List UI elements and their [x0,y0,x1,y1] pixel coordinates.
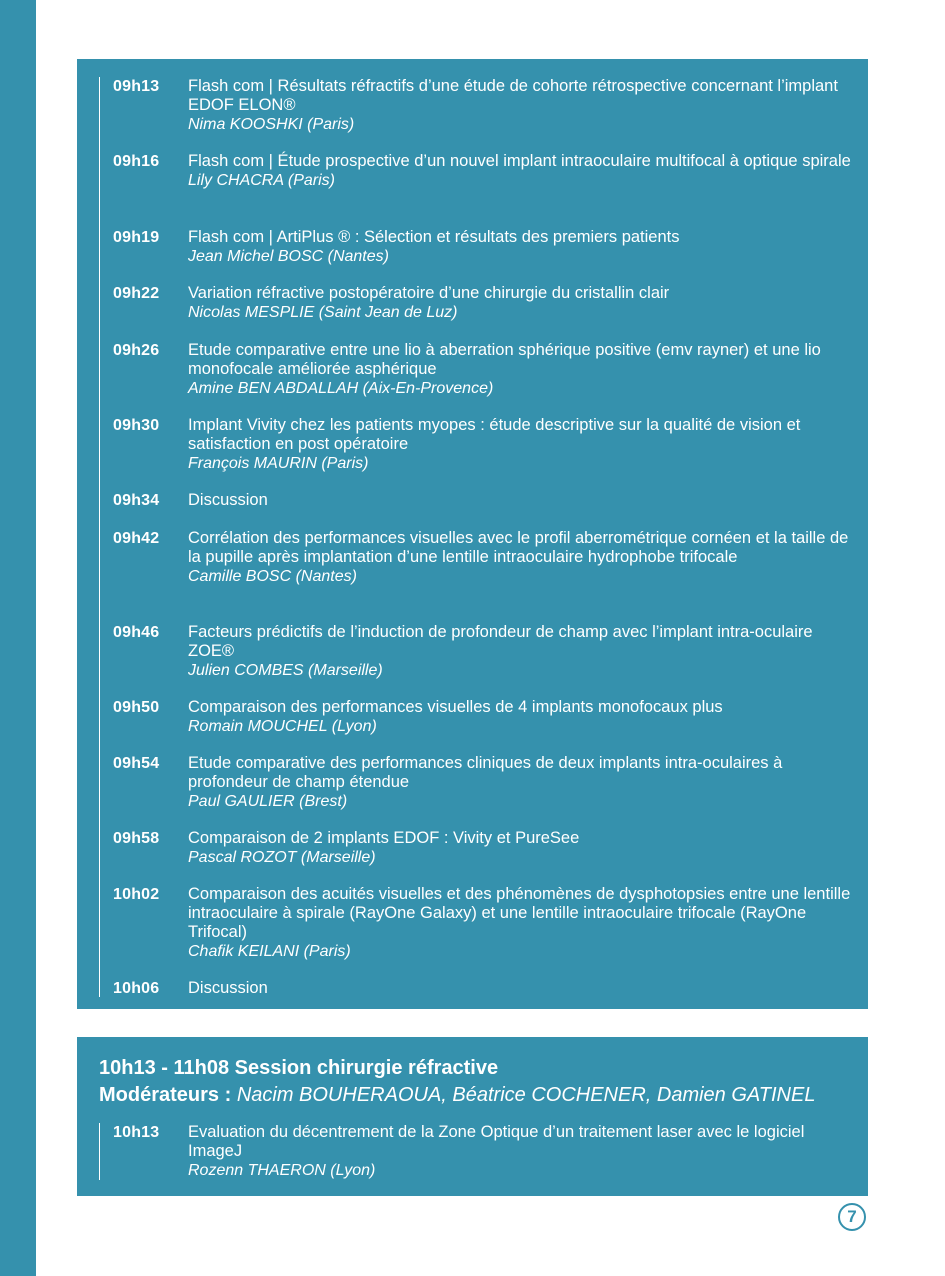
item-title: Discussion [188,491,268,509]
session-title: 10h13 - 11h08 Session chirurgie réfractive [99,1057,499,1079]
item-author: Julien COMBES (Marseille) [188,662,383,679]
item-time: 09h42 [113,530,160,547]
item-title: Comparaison des acuités visuelles et des phénomènes de dysphotopsies entre une lentille intraoculaire à spirale (RayOne Galaxy) et une lentille intraoculaire trifocale (RayOne Trifocal) [188,885,851,941]
item-title: Etude comparative entre une lio à aberration sphérique positive (emv rayner) et une lio monofocale améliorée asphérique [188,341,821,378]
item-author: Lily CHACRA (Paris) [188,172,335,189]
item-time: 09h22 [113,285,160,302]
item-author: Amine BEN ABDALLAH (Aix-En-Provence) [188,380,494,397]
item-author: Jean Michel BOSC (Nantes) [188,248,389,265]
item-title: Implant Vivity chez les patients myopes : étude descriptive sur la qualité de vision et satisfaction en post opératoire [188,416,801,453]
moderators-names: Nacim BOUHERAOUA, Béatrice COCHENER, Damien GATINEL [236,1084,816,1106]
item-title: Comparaison des performances visuelles de 4 implants monofocaux plus [188,698,723,716]
item-author: Nima KOOSHKI (Paris) [188,116,355,133]
item-time: 09h34 [113,492,160,509]
item-title: Flash com | Étude prospective d’un nouvel implant intraoculaire multifocal à optique spirale [188,152,851,170]
item-time: 10h13 [113,1124,160,1141]
item-title: Discussion [188,979,268,997]
item-author: Nicolas MESPLIE (Saint Jean de Luz) [188,304,458,321]
item-title: Facteurs prédictifs de l’induction de profondeur de champ avec l’implant intra-oculaire ZOE® [188,623,813,660]
item-author: Camille BOSC (Nantes) [188,568,357,585]
item-title: Flash com | ArtiPlus ® : Sélection et résultats des premiers patients [188,228,680,246]
item-author: François MAURIN (Paris) [188,455,369,472]
item-title: Comparaison de 2 implants EDOF : Vivity et PureSee [188,829,580,847]
page-number: 7 [838,1203,866,1231]
item-title: Variation réfractive postopératoire d’une chirurgie du cristallin clair [188,284,670,302]
item-time: 09h30 [113,417,160,434]
item-time: 09h50 [113,699,160,716]
item-time: 09h58 [113,830,160,847]
item-time: 09h16 [113,153,160,170]
item-time: 09h46 [113,624,160,641]
schedule-panel [77,59,868,1009]
item-author: Romain MOUCHEL (Lyon) [188,718,377,735]
item-time: 10h06 [113,980,160,997]
session-panel [77,1037,868,1196]
item-author: Paul GAULIER (Brest) [188,793,348,810]
item-author: Rozenn THAERON (Lyon) [188,1162,376,1179]
item-title: Etude comparative des performances cliniques de deux implants intra-oculaires à profondeur de champ étendue [188,754,783,791]
item-time: 10h02 [113,886,160,903]
item-time: 09h13 [113,78,160,95]
item-title: Flash com | Résultats réfractifs d’une étude de cohorte rétrospective concernant l’implant EDOF ELON® [188,77,838,114]
item-author: Pascal ROZOT (Marseille) [188,849,376,866]
moderators-line [99,1083,815,1107]
moderators-label: Modérateurs : [99,1084,232,1106]
side-color-band [0,0,36,1276]
session-list [99,1123,860,1180]
item-author: Chafik KEILANI (Paris) [188,943,351,960]
item-time: 09h54 [113,755,160,772]
item-time: 09h19 [113,229,160,246]
item-title: Corrélation des performances visuelles avec le profil aberrométrique cornéen et la taille de la pupille après implantation d’une lentille intraoculaire hydrophobe trifocale [188,529,849,566]
schedule-list [99,77,860,997]
item-time: 09h26 [113,342,160,359]
item-title: Evaluation du décentrement de la Zone Optique d’un traitement laser avec le logiciel ImageJ [188,1123,805,1160]
